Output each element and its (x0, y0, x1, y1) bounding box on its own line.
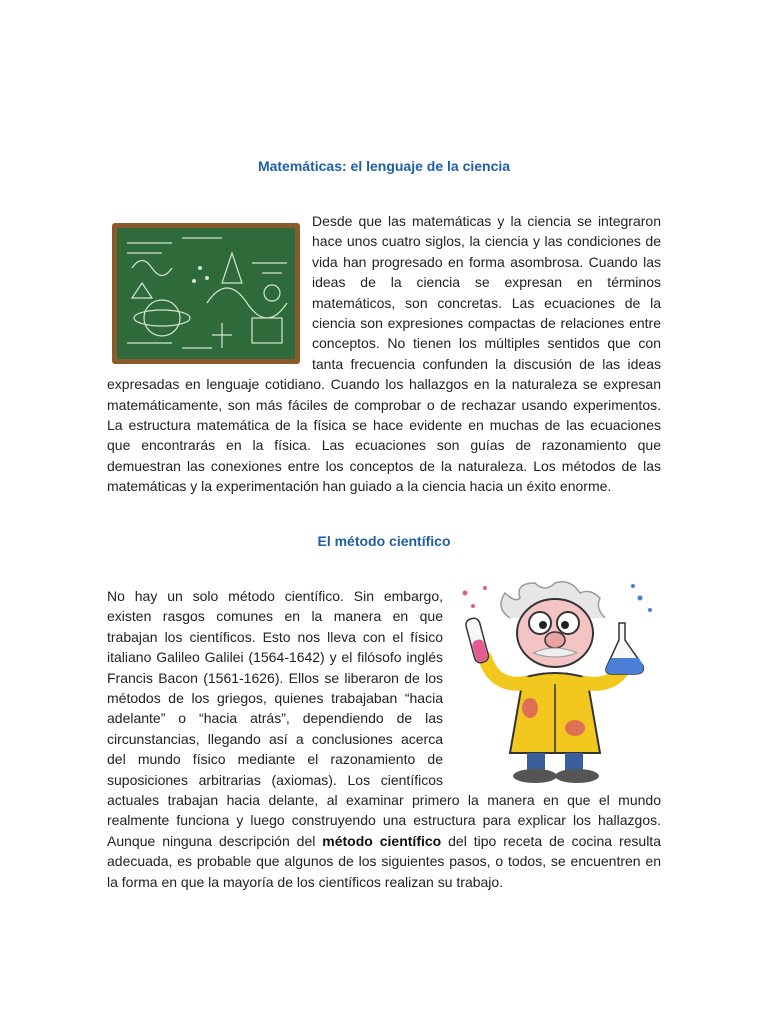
section-1 (107, 211, 661, 497)
section-2-paragraph: No hay un solo método científico. Sin embargo, existen rasgos comunes en la manera en que trabajan los científicos. Esto nos lleva con el físico italiano Galileo Galilei (1564-1642) y el filósofo inglés Francis Bacon (1561-1626). Ellos se liberaron de los métodos de los griegos, quienes trabajaban “hacia adelante” o “hacia atrás”, dependiendo de las circunstancias, llegando así a conclusiones acerca del mundo físico mediante el razonamiento de suposiciones arbitrarias (axiomas). Los científicos actuales trabajan hacia delante, al examinar primero la manera en que el mundo realmente funciona y luego construyendo una estructura para explicar los hallazgos. Aunque ninguna descripción del método científico del tipo receta de cocina resulta adecuada, es probable que algunos de los siguientes pasos, o todos, se encuentren en la forma en que la mayoría de los científicos realizan su trabajo. (107, 586, 661, 892)
chalkboard-icon (112, 223, 300, 364)
section-2 (107, 586, 661, 892)
scientist-icon (455, 578, 661, 786)
section-1-title: Matemáticas: el lenguaje de la ciencia (257, 158, 511, 174)
bold-term: método científico (322, 832, 442, 849)
section-1-paragraph: Desde que las matemáticas y la ciencia se integraron hace unos cuatro siglos, la ciencia y las condiciones de vida han progresado en forma asombrosa. Cuando las ideas de la ciencia se expresan en términos matemáticos, son concretas. Las ecuaciones de la ciencia son expresiones compactas de relaciones entre conceptos. No tienen los múltiples sentidos que con tanta frecuencia confunden la discusión de las ideas expresadas en lenguaje cotidiano. Cuando los hallazgos en la naturaleza se expresan matemáticamente, son más fáciles de comprobar o de rechazar usando experimentos. La estructura matemática de la física se hace evidente en muchas de las ecuaciones que encontrarás en la física. Las ecuaciones son guías de razonamiento que demuestran las conexiones entre los conceptos de la naturaleza. Los métodos de las matemáticas y la experimentación han guiado a la ciencia hacia un éxito enorme. (107, 213, 661, 495)
section-2-title: El método científico (317, 533, 451, 549)
